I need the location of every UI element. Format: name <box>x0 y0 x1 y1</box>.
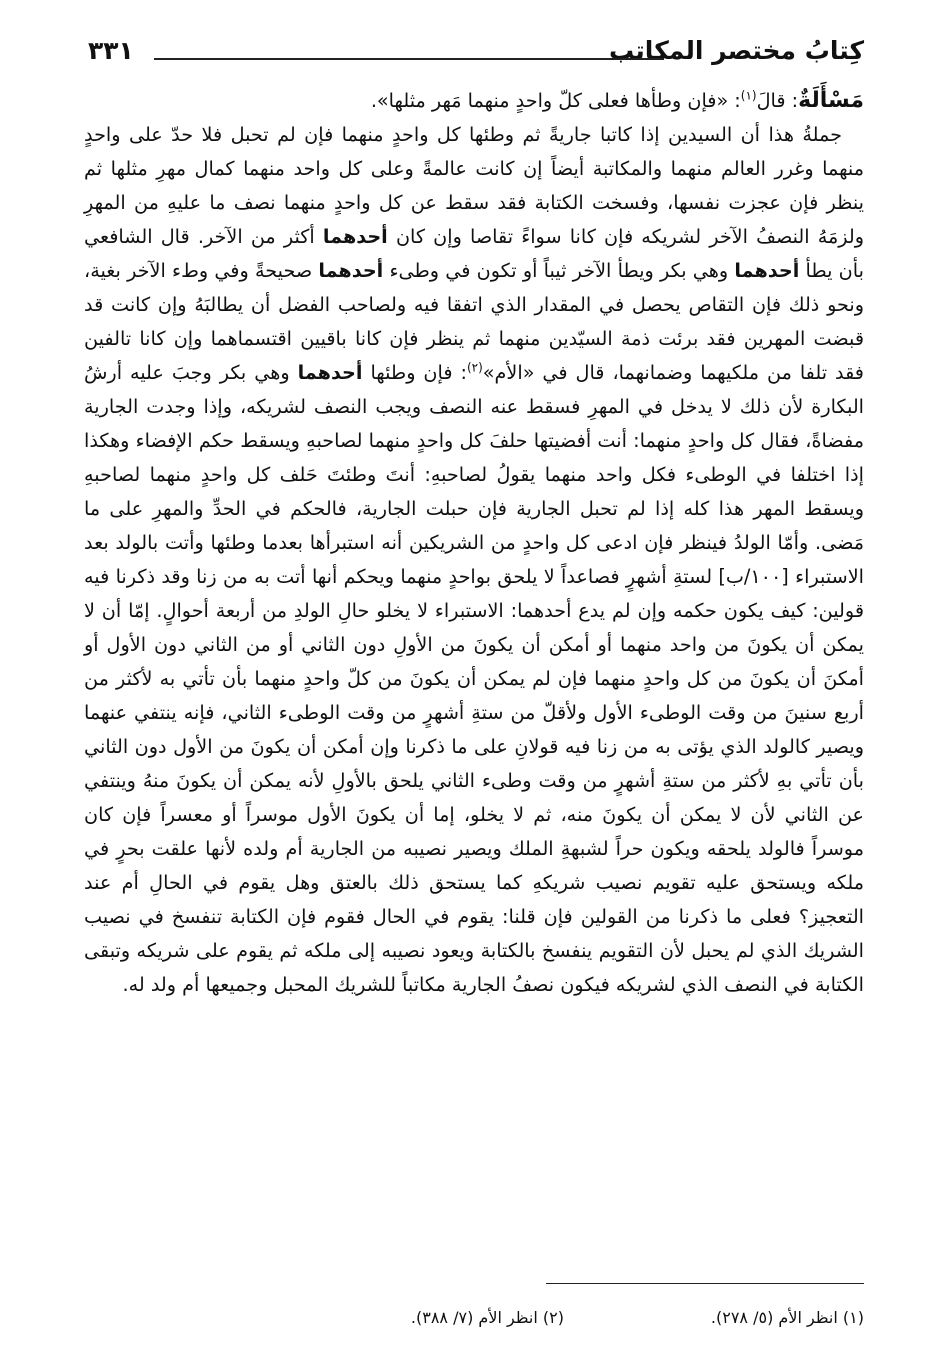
footnote-1: (١) انظر الأم (٥/ ٢٧٨). <box>710 1308 864 1327</box>
issue-text-before: : قالَ <box>756 89 799 112</box>
main-paragraph <box>84 118 864 1002</box>
page-number: ٣٣١ <box>88 36 134 65</box>
body-segment: وهي بكر وجبَ عليه أرشُ البكارة لأن ذلك لا يدخل في المهرِ فسقط عنه النصف ويجب النصف لشريكه، وإذا وجدت الجارية مفضاةً، فقال كل واحدٍ منهما: أنت أفضيتها حلفَ كل واحدٍ منهما لصاحبهِ ويسقط حكم الإفضاء وهكذا إذا اختلفا في الوطىء فكل واحد منهما يقولُ لصاحبهِ: أنتَ وطئتَ حَلف كل واحدٍ منهما لصاحبهِ ويسقط المهر هذا كله إذا لم تحبل الجارية فإن حبلت الجارية، فالحكم في الحدِّ والمهرِ على ما مَضى. وأمّا الولدُ فينظر فإن ادعى كل واحدٍ من الشريكين أنه استبرأها بعدما وطئها وأتت بالولد بعد الاستبراء [١٠٠/ب] لستةِ أشهرٍ فصاعداً لا يلحق بواحدٍ منهما ويحكم أنها أتت به من زنا وقد ذكرنا فيه قولين: كيف يكون حكمه وإن لم يدع أحدهما: الاستبراء لا يخلو حالِ الولدِ من أربعة أحوالٍ. إمّا أن لا يمكن أن يكونَ من واحد منهما أو أمكن أن يكونَ من الأولِ دون الثاني أو من الثاني دون الأول أو أمكنَ أن يكونَ من كل واحدٍ منهما فإن لم يمكن أن يكونَ من كلّ واحدٍ منهما بأن تأتي به لأكثر من أربع سنينَ من وقت الوطىء الأول ولأقلّ من ستةِ أشهرٍ من وقت الوطىء الثاني، فإنه ينتفي عنهما ويصير كالولد الذي يؤتى به من زنا فيه قولانِ على ما ذكرنا وإن أمكن أن يكونَ من الأول دون الثاني بأن تأتي بهِ لأكثر من ستةِ أشهرٍ من وقت وطىء الثاني يلحق بالأولِ لأنه يمكن أن يكونَ منهُ وينتفي عن الثاني لأن لا يمكن أن يكونَ منه، ثم لا يخلو، إما أن يكونَ الأول موسراً أو معسراً فإن كان موسراً فالولد يلحقه ويكون حراً لشبهةِ الملك ويصير نصيبه من الجارية أم ولده لأنها علقت بحرٍ في ملكه ويستحق عليه تقويم نصيب شريكهِ كما يستحق ذلك بالعتق وهل يقوم في الحالِ أم عند التعجيز؟ فعلى ما ذكرنا من القولين فإن قلنا: يقوم في الحال فقوم فإن الكتابة تنفسخ في نصيب الشريك الذي لم يحبل لأن التقويم ينفسخ بالكتابة ويعود نصيبه إلى ملكه ثم يقوم على شريكه وتبقى الكتابة في النصف الذي لشريكه فيكون نصفُ الجارية مكاتباً للشريك المحبل وجميعها أم ولد له. <box>84 361 864 996</box>
issue-label: مَسْأَلَةٌ <box>798 88 864 113</box>
bold-term: أحدهما <box>318 259 384 282</box>
footnote-ref-1: (١) <box>740 88 757 103</box>
body-segment: أكثر من الآخر. قال الشافعي بأن يطأ <box>84 225 864 282</box>
body-segment: : فإن وطئها <box>370 361 467 384</box>
footnote-ref-2: (٢) <box>466 360 483 375</box>
header-rule <box>154 58 664 60</box>
issue-statement <box>84 84 864 118</box>
footnote-2: (٢) انظر الأم (٧/ ٣٨٨). <box>410 1308 564 1327</box>
main-text <box>84 84 864 1002</box>
bold-term: أحدهما <box>734 259 800 282</box>
bold-term: أحدهما <box>297 361 363 384</box>
body-segment: وهي بكر ويطأ الآخر ثيباً أو تكون في وطىء <box>389 259 729 282</box>
running-header <box>88 34 864 74</box>
footnote-separator <box>546 1283 864 1284</box>
issue-text-after: : «فإن وطأها فعلى كلّ واحدٍ منهما مَهر مثلها». <box>370 89 741 112</box>
book-title: كِتابُ مختصر المكاتب <box>608 36 864 65</box>
bold-term: أحدهما <box>322 225 388 248</box>
body-segment: صحيحةً وفي وطء الآخر بغية، ونحو ذلك فإن التقاص يحصل في المقدار الذي اتفقا فيه ولصاحب الفضل أن يطالبَهُ وإن كانت قد قبضت المهرين فقد برئت ذمة السيّدين منهما ثم ينظر فإن كانا باقيين اقتسماهما وإن كانا تالفين فقد تلفا من ملكيهما وضمانهما، قال في «الأم» <box>84 259 864 384</box>
body-segment: جملةُ هذا أن السيدين إذا كاتبا جاريةً ثم وطئها كل واحدٍ منهما فإن لم تحبل فلا حدّ على واحدٍ منهما وغرر العالم منهما والمكاتبة أيضاً إن كانت عالمةً وعلى كل واحد منهما كمال مهرِ مثلها ثم ينظر فإن عجزت نفسها، وفسخت الكتابة فقد سقط عن كل واحدٍ منهما نصف ما عليهِ من المهرِ ولزمَهُ النصفُ الآخر لشريكه فإن كانا سواءً تقاصا وإن كان <box>84 123 865 248</box>
